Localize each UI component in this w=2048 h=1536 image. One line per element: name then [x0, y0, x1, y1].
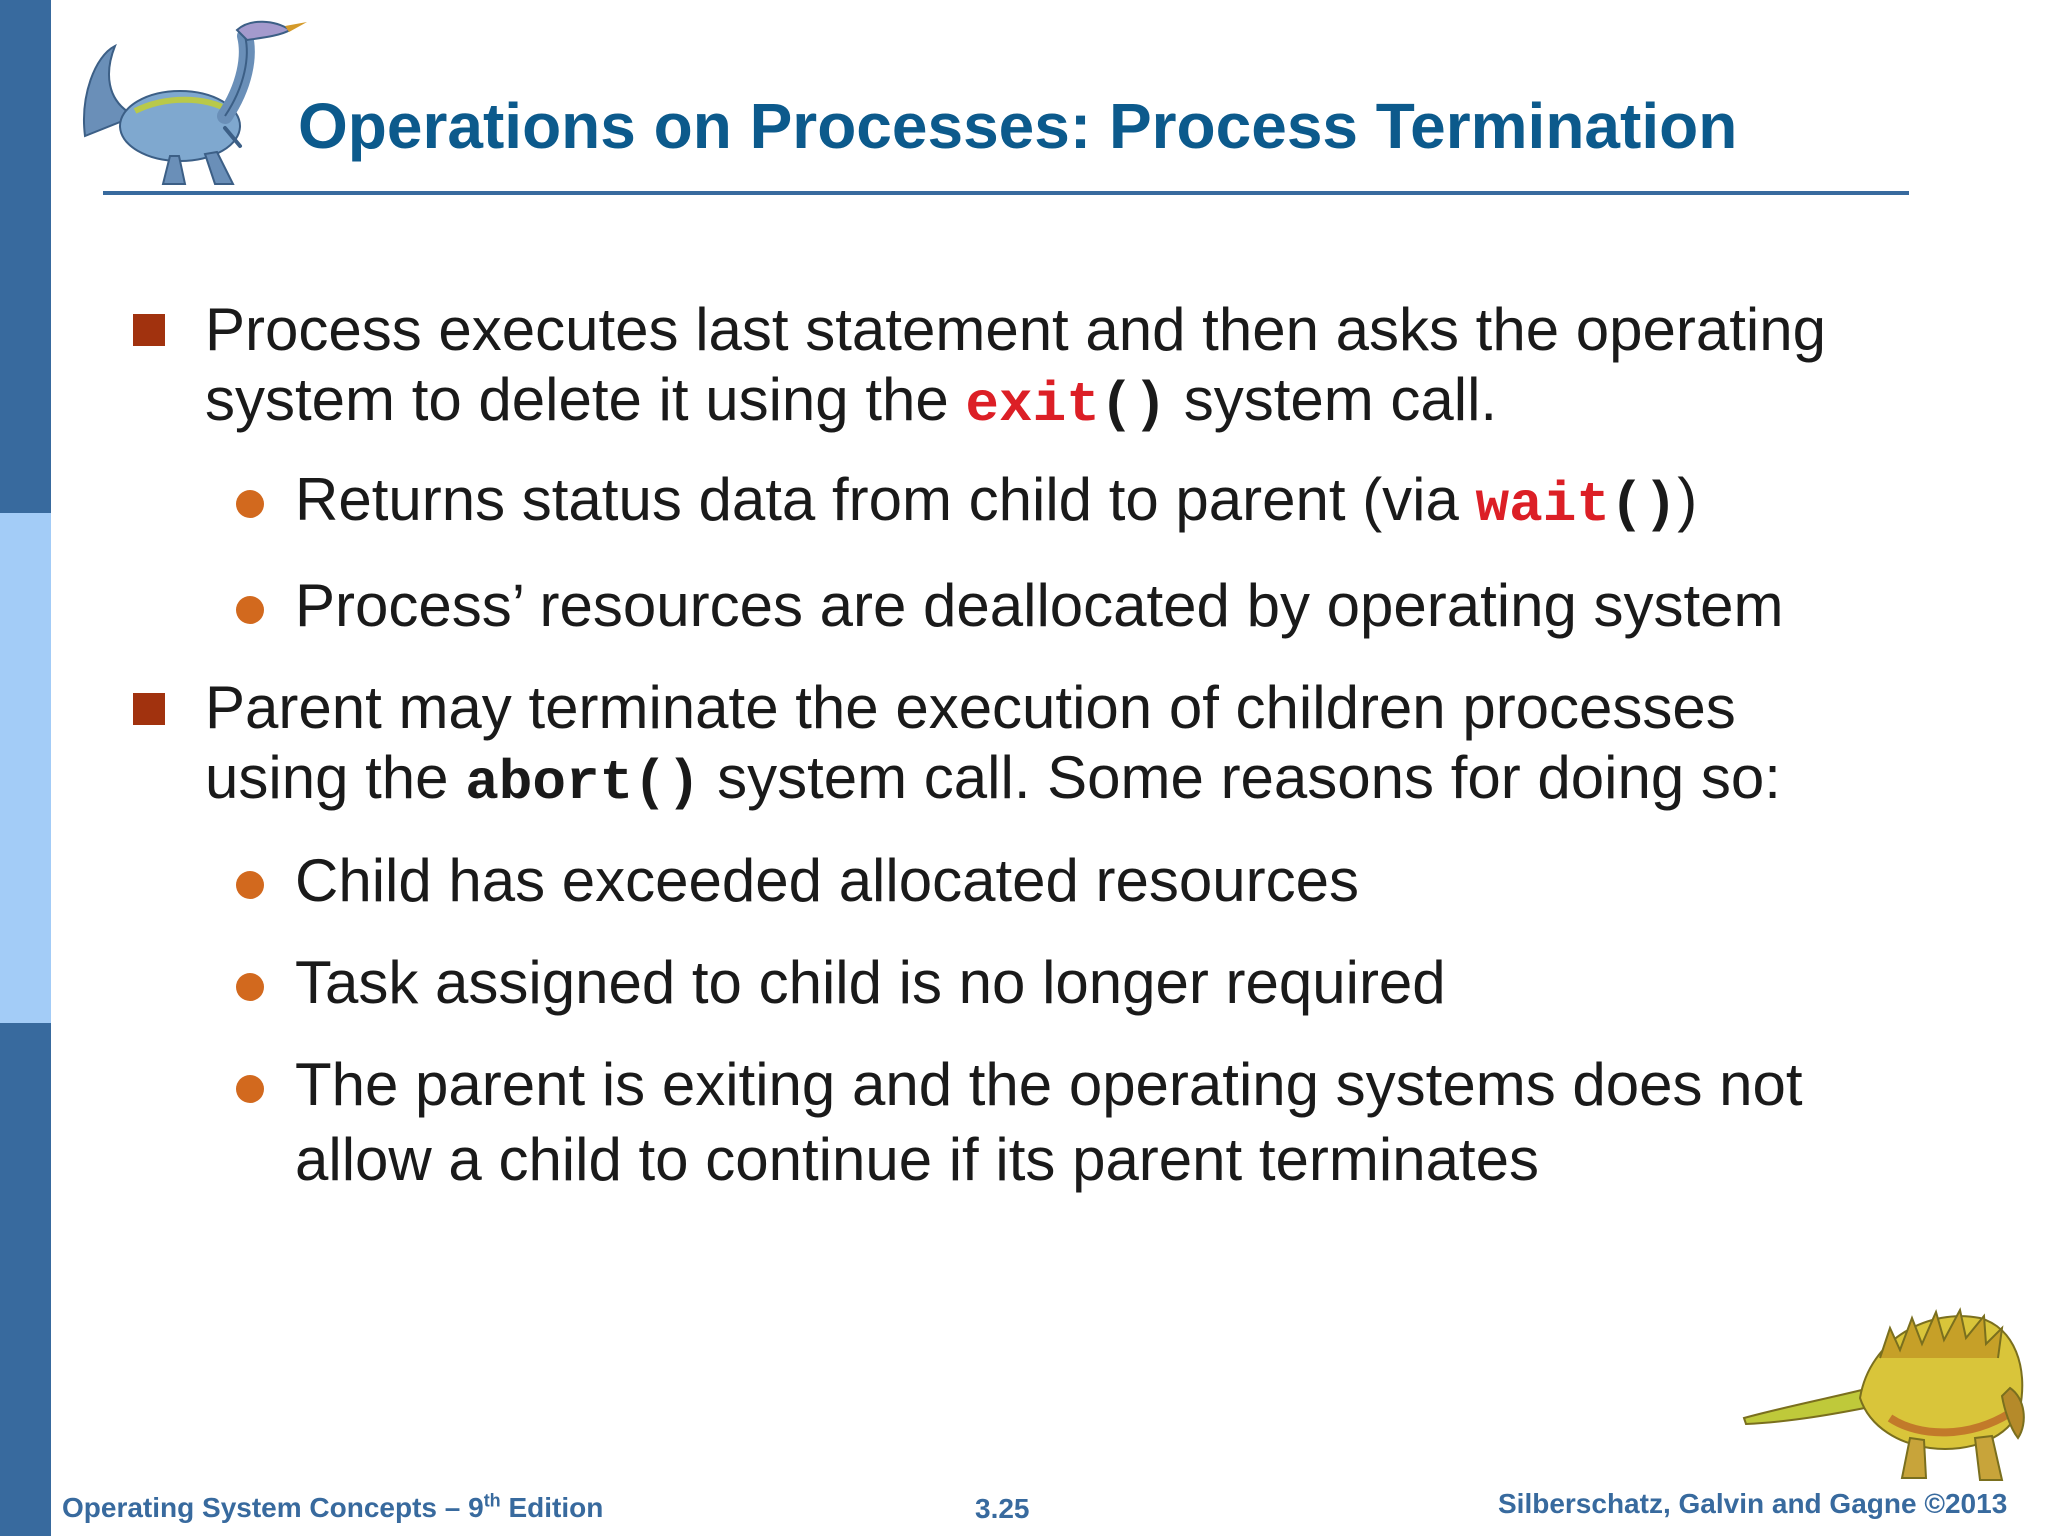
edge-bar-top-segment	[0, 0, 51, 513]
square-bullet-icon	[133, 693, 165, 725]
sub-bullet-1-1-text-before: Returns status data from child to parent (via	[295, 466, 1476, 533]
left-edge-bar	[0, 0, 51, 1536]
dot-bullet-icon	[236, 490, 264, 518]
sub-bullet-2-1: Child has exceeded allocated resources	[295, 847, 1359, 914]
exit-code-keyword: exit	[965, 373, 1100, 437]
page-number: 3.25	[975, 1493, 1030, 1524]
footer-book-edition: Edition	[500, 1492, 604, 1523]
sub-bullet-1-2: Process’ resources are deallocated by operating system	[295, 572, 1784, 639]
sub-bullet-1-1	[295, 464, 1697, 541]
title-divider	[103, 191, 1909, 195]
wait-code-keyword: wait	[1475, 473, 1610, 537]
bullet-2-text-after: system call. Some reasons for doing so:	[700, 744, 1781, 811]
bullet-2-text-before: using the	[205, 744, 466, 811]
page-title: Operations on Processes: Process Termination	[298, 90, 1738, 162]
wait-code-parens: ()	[1609, 473, 1678, 537]
footer-edition-superscript: th	[483, 1490, 501, 1511]
edge-bar-middle-segment	[0, 513, 51, 1023]
dot-bullet-icon	[236, 596, 264, 624]
footer-authors: Silberschatz, Galvin and Gagne ©2013	[1498, 1488, 2008, 1519]
edge-bar-bottom-segment	[0, 1023, 51, 1536]
dot-bullet-icon	[236, 1075, 264, 1103]
abort-code-keyword: abort()	[465, 751, 701, 815]
bullet-2-line-1: Parent may terminate the execution of children processes	[205, 674, 1736, 741]
bullet-1-line-1: Process executes last statement and then asks the operating	[205, 296, 1826, 363]
sub-bullet-2-3-line-1: The parent is exiting and the operating systems does not	[295, 1051, 1803, 1118]
dinosaur-top-icon	[75, 16, 315, 191]
bullet-2-line-2	[205, 742, 1781, 819]
dot-bullet-icon	[236, 973, 264, 1001]
sub-bullet-2-2: Task assigned to child is no longer required	[295, 949, 1446, 1016]
square-bullet-icon	[133, 314, 165, 346]
dot-bullet-icon	[236, 871, 264, 899]
sub-bullet-2-3-line-2: allow a child to continue if its parent terminates	[295, 1126, 1539, 1193]
bullet-1-line-2	[205, 364, 1497, 441]
footer-book-title	[62, 1492, 603, 1524]
exit-code-parens: ()	[1099, 373, 1168, 437]
dinosaur-bottom-icon	[1740, 1288, 2030, 1486]
footer-book-title-text: Operating System Concepts – 9	[62, 1492, 484, 1523]
bullet-1-text-after: system call.	[1167, 366, 1498, 433]
bullet-1-text-before: system to delete it using the	[205, 366, 966, 433]
sub-bullet-1-1-text-after: )	[1677, 466, 1698, 533]
